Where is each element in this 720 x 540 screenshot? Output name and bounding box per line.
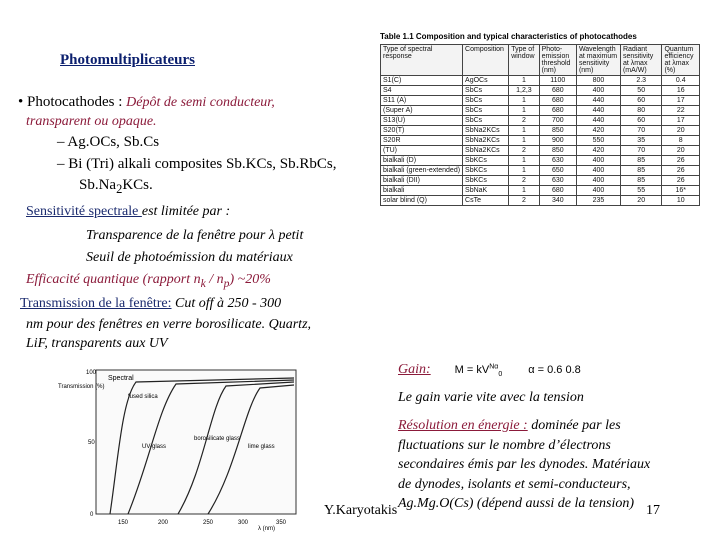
label-uv-glass: UV-glass: [142, 444, 167, 450]
table-cell: 1: [509, 96, 539, 106]
graph-frame: [96, 370, 296, 514]
graph-xlabel: λ (nm): [258, 526, 275, 532]
graph-ylabel: Transmission (%): [58, 384, 105, 390]
table-cell: 650: [539, 166, 576, 176]
table-row: [381, 116, 700, 126]
gain-note: Le gain varie vite avec la tension: [398, 390, 584, 405]
table-cell: SbCs: [463, 116, 509, 126]
transmission-line2: nm pour des fenêtres en verre borosilicate. Quartz,: [26, 317, 312, 332]
photocathodes-lead: • Photocathodes :: [18, 94, 123, 110]
table-cell: 85: [620, 156, 662, 166]
table-cell: SbKCs: [463, 166, 509, 176]
transmission-rest: Cut off à 250 - 300: [171, 296, 282, 311]
transmission-line3: LiF, transparents aux UV: [26, 336, 168, 351]
table-cell: 2: [509, 196, 539, 206]
table-row: [381, 76, 700, 86]
table-cell: 10: [662, 196, 700, 206]
table-row: [381, 186, 700, 196]
table-cell: 400: [576, 86, 620, 96]
table-cell: 2: [509, 176, 539, 186]
table-cell: 235: [576, 196, 620, 206]
table-cell: 80: [620, 106, 662, 116]
table-cell: (Super A): [381, 106, 463, 116]
y-tick-50: 50: [88, 440, 95, 446]
qe-text3: ) ~20%: [229, 272, 271, 287]
table-cell: SbCs: [463, 86, 509, 96]
table-cell: 340: [539, 196, 576, 206]
table-cell: 1: [509, 156, 539, 166]
photocathode-table: [380, 44, 700, 206]
table-cell: 26: [662, 166, 700, 176]
label-fused-silica: fused silica: [128, 394, 158, 400]
table-cell: 35: [620, 136, 662, 146]
table-header-cell: Type of spectral response: [381, 45, 463, 76]
table-cell: 1: [509, 166, 539, 176]
gain-label: Gain:: [398, 362, 431, 377]
table-cell: AgOCs: [463, 76, 509, 86]
label-lime-glass: lime glass: [248, 444, 275, 450]
table-row: [381, 176, 700, 186]
table-cell: CsTe: [463, 196, 509, 206]
photocathodes-block: [18, 93, 378, 112]
table-row: [381, 166, 700, 176]
table-cell: 50: [620, 86, 662, 96]
table-header-cell: Composition: [463, 45, 509, 76]
table-cell: 420: [576, 146, 620, 156]
footer-author: Y.Karyotakis: [324, 503, 398, 518]
gain-formula-text: M = kV: [454, 364, 490, 376]
x-tick-250: 250: [203, 520, 214, 526]
qe-sub-k: k: [200, 276, 206, 290]
table-header-cell: Quantum efficiency at λmax (%): [662, 45, 700, 76]
table-cell: 22: [662, 106, 700, 116]
table-cell: 2.3: [620, 76, 662, 86]
resolution-label: Résolution en énergie :: [398, 418, 528, 433]
table-cell: 700: [539, 116, 576, 126]
table-row: [381, 196, 700, 206]
table-caption: Table 1.1 Composition and typical characteristics of photocathodes: [380, 32, 637, 41]
table-cell: 16*: [662, 186, 700, 196]
footer-page-number: 17: [646, 503, 660, 518]
table-cell: bialkali: [381, 186, 463, 196]
table-cell: 8: [662, 136, 700, 146]
table-cell: 440: [576, 116, 620, 126]
x-tick-200: 200: [158, 520, 169, 526]
resolution-line1: [398, 416, 710, 436]
table-cell: 2: [509, 116, 539, 126]
table-header-cell: Type of window: [509, 45, 539, 76]
graph-title: Spectral: [108, 375, 134, 382]
table-row: [381, 146, 700, 156]
photocathodes-note: Dépôt de semi conducteur,: [126, 95, 275, 110]
table-cell: 20: [620, 196, 662, 206]
photocathodes-bullet1: – Ag.OCs, Sb.Cs: [57, 134, 160, 150]
table-header-cell: Wavelength at maximum sensitivity (nm): [576, 45, 620, 76]
table-row: [381, 156, 700, 166]
table-cell: 2: [509, 146, 539, 156]
table-cell: 440: [576, 106, 620, 116]
table-cell: 1: [509, 126, 539, 136]
transmission-label: Transmission de la fenêtre:: [20, 296, 172, 311]
table-cell: 20: [662, 146, 700, 156]
table-cell: 630: [539, 176, 576, 186]
label-borosilicate: borosilicate glass: [194, 436, 241, 442]
table-cell: 680: [539, 96, 576, 106]
table-cell: SbKCs: [463, 176, 509, 186]
table-cell: 800: [576, 76, 620, 86]
table-cell: (TU): [381, 146, 463, 156]
table-cell: S4: [381, 86, 463, 96]
table-cell: SbCs: [463, 106, 509, 116]
formula-text-end: KCs.: [122, 177, 153, 193]
table-cell: 440: [576, 96, 620, 106]
table-cell: 85: [620, 166, 662, 176]
photocathodes-line2: transparent ou opaque.: [26, 114, 157, 129]
x-tick-350: 350: [276, 520, 287, 526]
gain-formula-sup: Nα: [489, 363, 499, 371]
table-cell: 1: [509, 76, 539, 86]
table-row: [381, 136, 700, 146]
table-row: [381, 86, 700, 96]
table-cell: S20(T): [381, 126, 463, 136]
table-row: [381, 96, 700, 106]
table-cell: 400: [576, 156, 620, 166]
table-cell: 20: [662, 126, 700, 136]
table-cell: 17: [662, 116, 700, 126]
sensitivity-line1: Transparence de la fenêtre pour λ petit: [86, 228, 304, 243]
table-cell: 60: [620, 116, 662, 126]
table-cell: 70: [620, 146, 662, 156]
table-cell: 70: [620, 126, 662, 136]
table-cell: 60: [620, 96, 662, 106]
table-cell: 55: [620, 186, 662, 196]
table-cell: SbNaK: [463, 186, 509, 196]
table-cell: 400: [576, 166, 620, 176]
table-cell: 16: [662, 86, 700, 96]
gain-formula-sub: 0: [498, 371, 503, 379]
gain-alpha: α = 0.6 0.8: [528, 364, 581, 376]
table-cell: 17: [662, 96, 700, 106]
table-cell: SbCs: [463, 96, 509, 106]
table-cell: 0.4: [662, 76, 700, 86]
qe-text2: / n: [205, 272, 224, 287]
transmission-graph: [58, 360, 308, 532]
resolution-block: [398, 416, 710, 514]
table-header-row: [381, 45, 700, 76]
table-cell: SbNa2KCs: [463, 146, 509, 156]
table-cell: 630: [539, 156, 576, 166]
table-cell: 1: [509, 186, 539, 196]
table-cell: 1,2,3: [509, 86, 539, 96]
table-row: [381, 126, 700, 136]
table-cell: S20R: [381, 136, 463, 146]
table-cell: 850: [539, 146, 576, 156]
table-cell: solar blind (Q): [381, 196, 463, 206]
resolution-line4: de dynodes, isolants et semi-conducteurs,: [398, 476, 631, 492]
formula-sub: 2: [116, 182, 123, 196]
x-tick-300: 300: [238, 520, 249, 526]
resolution-line5: Ag.Mg.O(Cs) (dépend aussi de la tension): [398, 496, 635, 511]
table-cell: 550: [576, 136, 620, 146]
table-header-cell: Radiant sensitivity at λmax (mA/W): [620, 45, 662, 76]
qe-text: Efficacité quantique (rapport n: [26, 272, 201, 287]
table-cell: S13(U): [381, 116, 463, 126]
photocathodes-bullet2-cont: [79, 176, 153, 199]
photocathode-table-panel: [380, 32, 700, 326]
sensitivity-heading: [26, 202, 230, 221]
table-cell: 1: [509, 106, 539, 116]
table-cell: 680: [539, 86, 576, 96]
sensitivity-line3: [26, 270, 271, 293]
table-cell: S11 (A): [381, 96, 463, 106]
y-tick-100: 100: [86, 370, 97, 376]
gain-formula: [454, 363, 503, 379]
table-body: [381, 76, 700, 206]
page-title: Photomultiplicateurs: [60, 52, 195, 68]
transmission-graph-svg: [58, 360, 308, 532]
photocathodes-bullet2: – Bi (Tri) alkali composites Sb.KCs, Sb.RbCs,: [57, 156, 337, 172]
qe-sub-p: p: [223, 276, 230, 290]
table-cell: SbNa2KCs: [463, 136, 509, 146]
resolution-rest: dominée par les: [527, 418, 621, 433]
gain-row: [398, 360, 708, 378]
transmission-line: [20, 294, 281, 313]
table-cell: bialkali (green-extended): [381, 166, 463, 176]
table-header-cell: Photo-emission threshold (nm): [539, 45, 576, 76]
table-cell: 400: [576, 186, 620, 196]
formula-text: Sb.Na: [79, 177, 117, 193]
table-cell: 900: [539, 136, 576, 146]
table-cell: 85: [620, 176, 662, 186]
table-cell: 1: [509, 136, 539, 146]
sensitivity-label: Sensitivité spectrale: [26, 204, 142, 219]
table-cell: bialkali (D): [381, 156, 463, 166]
table-cell: 400: [576, 176, 620, 186]
table-cell: 26: [662, 156, 700, 166]
table-cell: 26: [662, 176, 700, 186]
table-cell: 680: [539, 106, 576, 116]
table-cell: 1100: [539, 76, 576, 86]
table-cell: bialkali (DII): [381, 176, 463, 186]
resolution-line3: secondaires émis par les dynodes. Matériaux: [398, 457, 651, 472]
sensitivity-rest: est limitée par :: [141, 204, 231, 219]
y-tick-0: 0: [90, 512, 94, 518]
table-cell: S1(C): [381, 76, 463, 86]
sensitivity-line2: Seuil de photoémission du matériaux: [86, 250, 293, 265]
table-cell: 420: [576, 126, 620, 136]
table-row: [381, 106, 700, 116]
resolution-line2: fluctuations sur le nombre d’électrons: [398, 437, 611, 453]
table-cell: 680: [539, 186, 576, 196]
table-cell: 850: [539, 126, 576, 136]
x-tick-150: 150: [118, 520, 129, 526]
table-cell: SbKCs: [463, 156, 509, 166]
table-cell: SbNa2KCs: [463, 126, 509, 136]
